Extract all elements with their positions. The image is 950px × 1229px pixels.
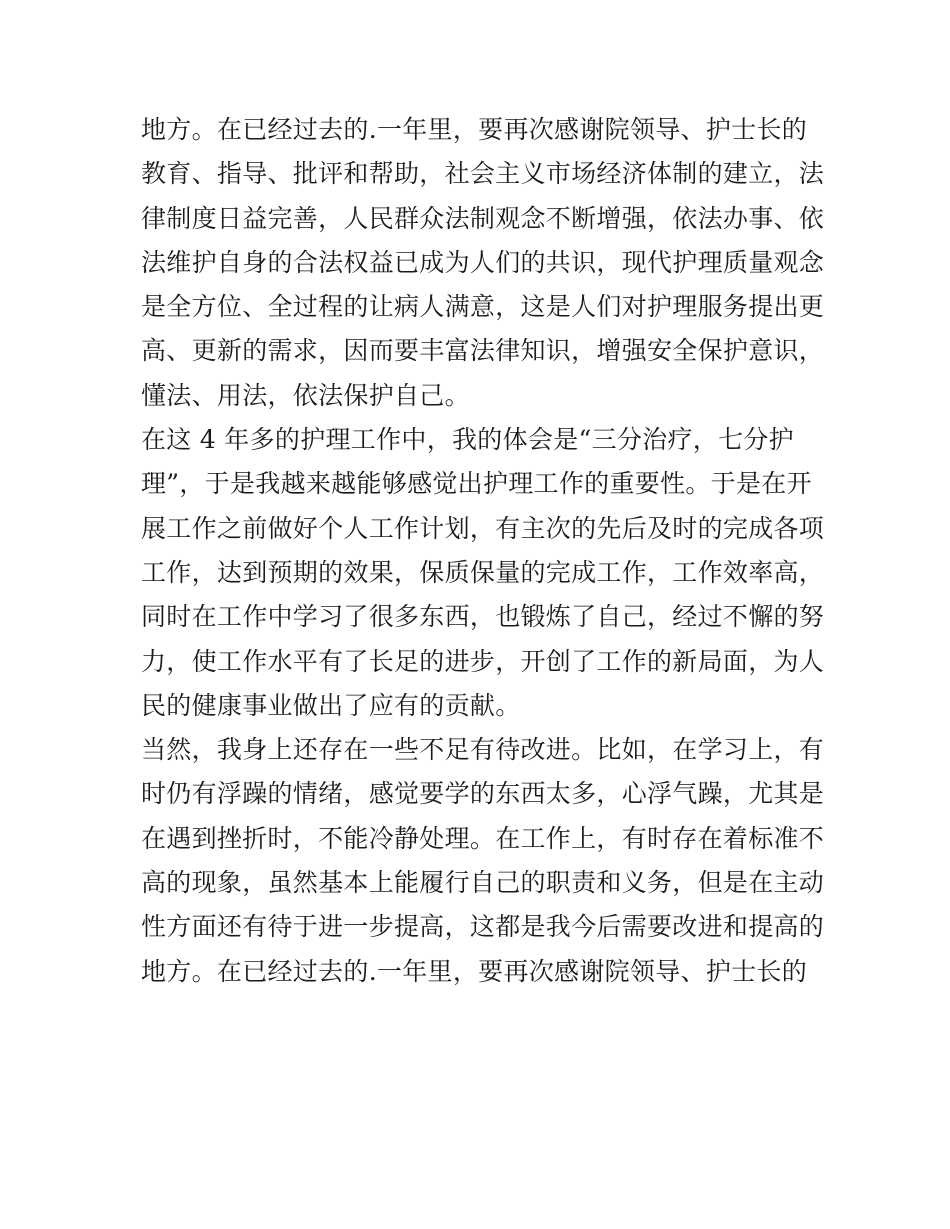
- text-line: 是全方位、全过程的让病人满意，这是人们对护理服务提出更: [141, 292, 825, 322]
- text-line: 工作，达到预期的效果，保质保量的完成工作，工作效率高，: [141, 557, 825, 587]
- text-line: 在这 4 年多的护理工作中，我的体会是“三分治疗，七分护: [141, 425, 794, 455]
- text-line: 高、更新的需求，因而要丰富法律知识，增强安全保护意识，: [141, 336, 825, 366]
- text-line: 教育、指导、批评和帮助，社会主义市场经济体制的建立，法: [141, 159, 825, 189]
- text-line: 法维护自身的合法权益已成为人们的共识，现代护理质量观念: [141, 247, 825, 277]
- text-line: 高的现象，虽然基本上能履行自己的职责和义务，但是在主动: [141, 868, 825, 898]
- text-line: 民的健康事业做出了应有的贡献。: [141, 690, 521, 720]
- text-line: 性方面还有待于进一步提高，这都是我今后需要改进和提高的: [141, 912, 825, 942]
- text-line: 时仍有浮躁的情绪，感觉要学的东西太多，心浮气躁，尤其是: [141, 779, 825, 809]
- text-line: 当然，我身上还存在一些不足有待改进。比如，在学习上，有: [141, 735, 825, 765]
- text-line: 律制度日益完善，人民群众法制观念不断增强，依法办事、依: [141, 203, 825, 233]
- text-line: 地方。在已经过去的.一年里，要再次感谢院领导、护士长的: [141, 115, 808, 144]
- text-line: 懂法、用法，依法保护自己。: [141, 380, 470, 410]
- text-line: 力，使工作水平有了长足的进步，开创了工作的新局面，为人: [141, 646, 825, 676]
- text-line: 在遇到挫折时，不能冷静处理。在工作上，有时存在着标准不: [141, 823, 825, 853]
- text-line: 展工作之前做好个人工作计划，有主次的先后及时的完成各项: [141, 513, 825, 543]
- text-line: 地方。在已经过去的.一年里，要再次感谢院领导、护士长的: [141, 956, 808, 986]
- text-line: 理”，于是我越来越能够感觉出护理工作的重要性。于是在开: [141, 469, 812, 499]
- text-line: 同时在工作中学习了很多东西，也锻炼了自己，经过不懈的努: [141, 602, 825, 632]
- document-body: [141, 108, 825, 994]
